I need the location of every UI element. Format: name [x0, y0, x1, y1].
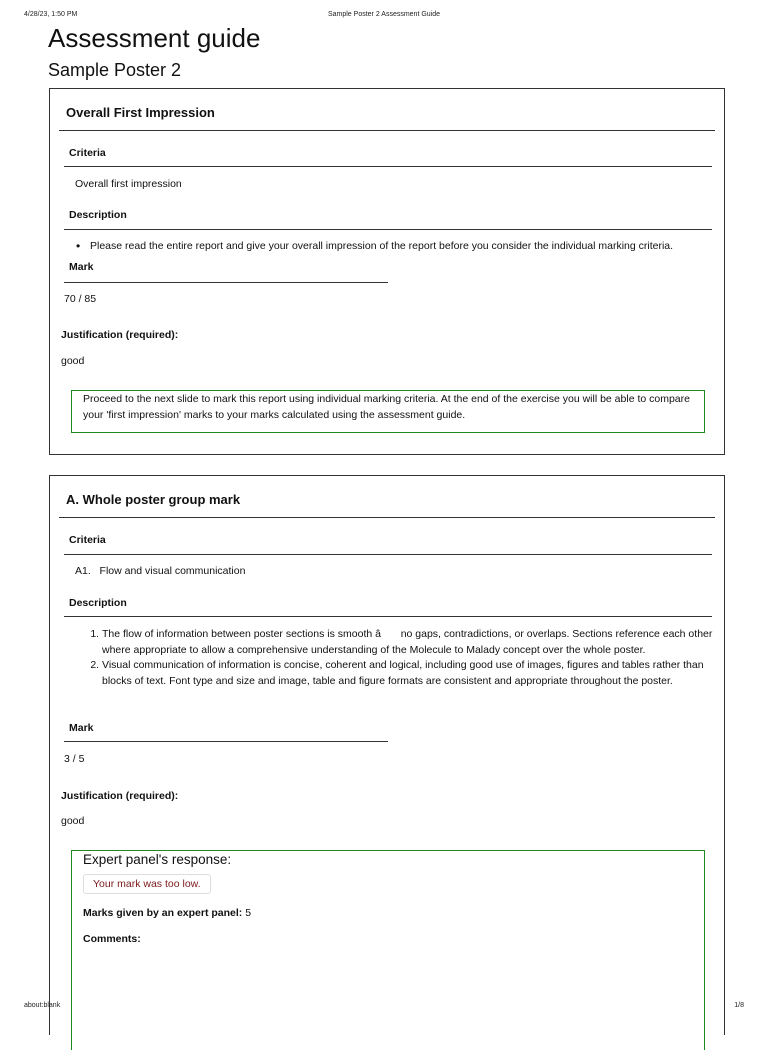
mark-value: 3 / 5: [64, 753, 85, 765]
print-url: about:blank: [24, 1002, 61, 1009]
criteria-item: [75, 564, 245, 580]
description-list-item: [74, 239, 714, 255]
justification-value: good: [61, 815, 85, 827]
section-heading: A. Whole poster group mark: [66, 492, 241, 507]
justification-label: Justification (required):: [61, 329, 179, 341]
expert-response-title: Expert panel's response:: [83, 852, 232, 867]
info-note-text: Proceed to the next slide to mark this report using individual marking criteria. At the end of the exercise you will be able to compare your 'first impression' marks to your marks calculated using the assessment guide.: [83, 393, 690, 421]
expert-comments-label: Comments:: [83, 933, 141, 945]
print-page-number: 1/8: [734, 1002, 744, 1009]
criteria-value: Overall first impression: [75, 178, 182, 190]
divider: [59, 130, 715, 131]
info-note-box: [71, 390, 705, 433]
expert-response-box: [71, 850, 705, 1050]
divider: [64, 616, 712, 617]
bullet-icon: •: [76, 239, 81, 253]
description-list-item: 1. The flow of information between poster sections is smooth â no gaps, contradictions, or overlaps. Sections reference each other where appropriate to allow a comprehensive understanding of the Molecule to Malady concept over the whole poster.: [102, 627, 714, 658]
mark-verdict-badge: Your mark was too low.: [83, 874, 211, 894]
expert-marks-label: Marks given by an expert panel:: [83, 907, 243, 919]
mark-label: Mark: [69, 261, 94, 273]
print-datetime: 4/28/23, 1:50 PM: [24, 11, 78, 18]
section-heading: Overall First Impression: [66, 105, 215, 120]
print-footer: [0, 1002, 768, 1014]
divider: [64, 229, 712, 230]
expert-marks-value: 5: [245, 907, 252, 919]
justification-label: Justification (required):: [61, 790, 179, 802]
section-card-first-impression: [49, 88, 725, 455]
page-subtitle: Sample Poster 2: [48, 60, 182, 80]
divider: [64, 554, 712, 555]
justification-value: good: [61, 355, 85, 367]
mark-label: Mark: [69, 722, 94, 734]
description-list-item: 2. Visual communication of information is concise, coherent and logical, including good use of images, figures and tables rather than blocks of text. Font type and size and image, table and figure formats are consistent and appropriate throughout the poster.: [102, 658, 714, 689]
criteria-code: A1.: [75, 565, 91, 577]
divider: [64, 282, 388, 283]
print-doc-title: Sample Poster 2 Assessment Guide: [327, 11, 441, 18]
divider: [64, 741, 388, 742]
mark-value: 70 / 85: [64, 293, 97, 305]
description-label: Description: [69, 209, 127, 221]
criteria-value: Flow and visual communication: [99, 565, 246, 577]
expert-marks: [83, 907, 251, 919]
print-header: [0, 11, 768, 23]
expert-comments: [83, 933, 141, 945]
page-title: Assessment guide: [48, 23, 261, 53]
description-text: Please read the entire report and give your overall impression of the report before you consider the individual marking criteria.: [90, 240, 674, 252]
divider: [64, 166, 712, 167]
divider: [59, 517, 715, 518]
description-label: Description: [69, 597, 127, 609]
criteria-label: Criteria: [69, 534, 106, 546]
section-card-whole-poster: [49, 475, 725, 1035]
criteria-label: Criteria: [69, 147, 106, 159]
description-list: [102, 627, 714, 689]
